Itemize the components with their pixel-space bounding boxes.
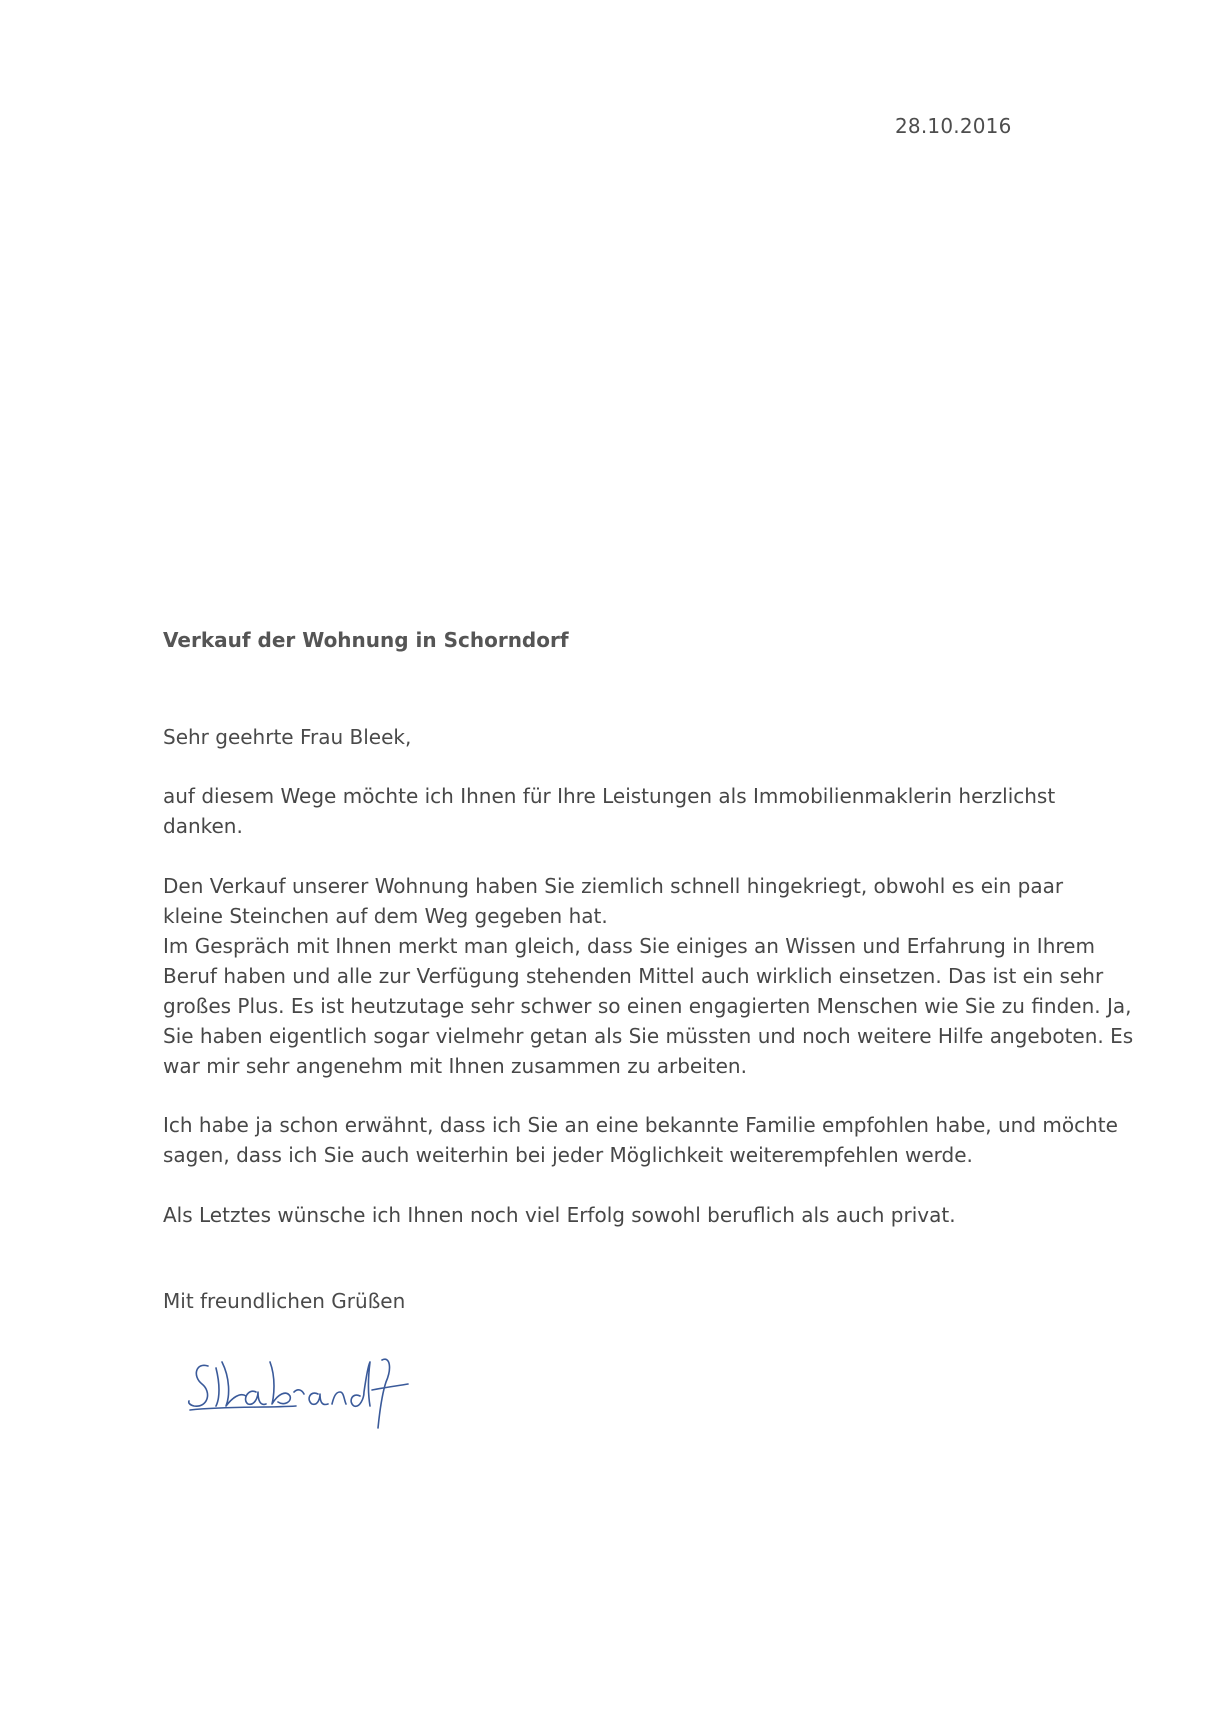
text-line: kleine Steinchen auf dem Weg gegeben hat. bbox=[163, 904, 608, 928]
paragraph-recommendation bbox=[163, 1110, 1123, 1170]
letter-subject: Verkauf der Wohnung in Schorndorf bbox=[163, 628, 569, 652]
text-line: Sie haben eigentlich sogar vielmehr getan als Sie müssten und noch weitere Hilfe angeboten. Es bbox=[163, 1024, 1134, 1048]
text-line: Beruf haben und alle zur Verfügung stehenden Mittel auch wirklich einsetzen. Das ist ein sehr bbox=[163, 964, 1104, 988]
text-line: Als Letztes wünsche ich Ihnen noch viel Erfolg sowohl beruflich als auch privat. bbox=[163, 1203, 956, 1227]
text-line: Den Verkauf unserer Wohnung haben Sie ziemlich schnell hingekriegt, obwohl es ein paar bbox=[163, 874, 1064, 898]
text-line: danken. bbox=[163, 814, 243, 838]
letter-closing: Mit freundlichen Grüßen bbox=[163, 1289, 406, 1313]
paragraph-wishes bbox=[163, 1200, 1123, 1230]
paragraph-thanks bbox=[163, 781, 1123, 841]
text-line: Ich habe ja schon erwähnt, dass ich Sie an eine bekannte Familie empfohlen habe, und möchte bbox=[163, 1113, 1118, 1137]
text-line: war mir sehr angenehm mit Ihnen zusammen zu arbeiten. bbox=[163, 1054, 747, 1078]
text-line: Im Gespräch mit Ihnen merkt man gleich, dass Sie einiges an Wissen und Erfahrung in Ihrem bbox=[163, 934, 1095, 958]
paragraph-sale bbox=[163, 871, 1134, 1081]
letter-salutation: Sehr geehrte Frau Bleek, bbox=[163, 725, 412, 749]
text-line: auf diesem Wege möchte ich Ihnen für Ihre Leistungen als Immobilienmaklerin herzlichst bbox=[163, 784, 1056, 808]
handwritten-signature bbox=[186, 1348, 416, 1438]
text-line: großes Plus. Es ist heutzutage sehr schwer so einen engagierten Menschen wie Sie zu finden. Ja, bbox=[163, 994, 1132, 1018]
text-line: sagen, dass ich Sie auch weiterhin bei jeder Möglichkeit weiterempfehlen werde. bbox=[163, 1143, 973, 1167]
letter-date: 28.10.2016 bbox=[895, 114, 1012, 138]
